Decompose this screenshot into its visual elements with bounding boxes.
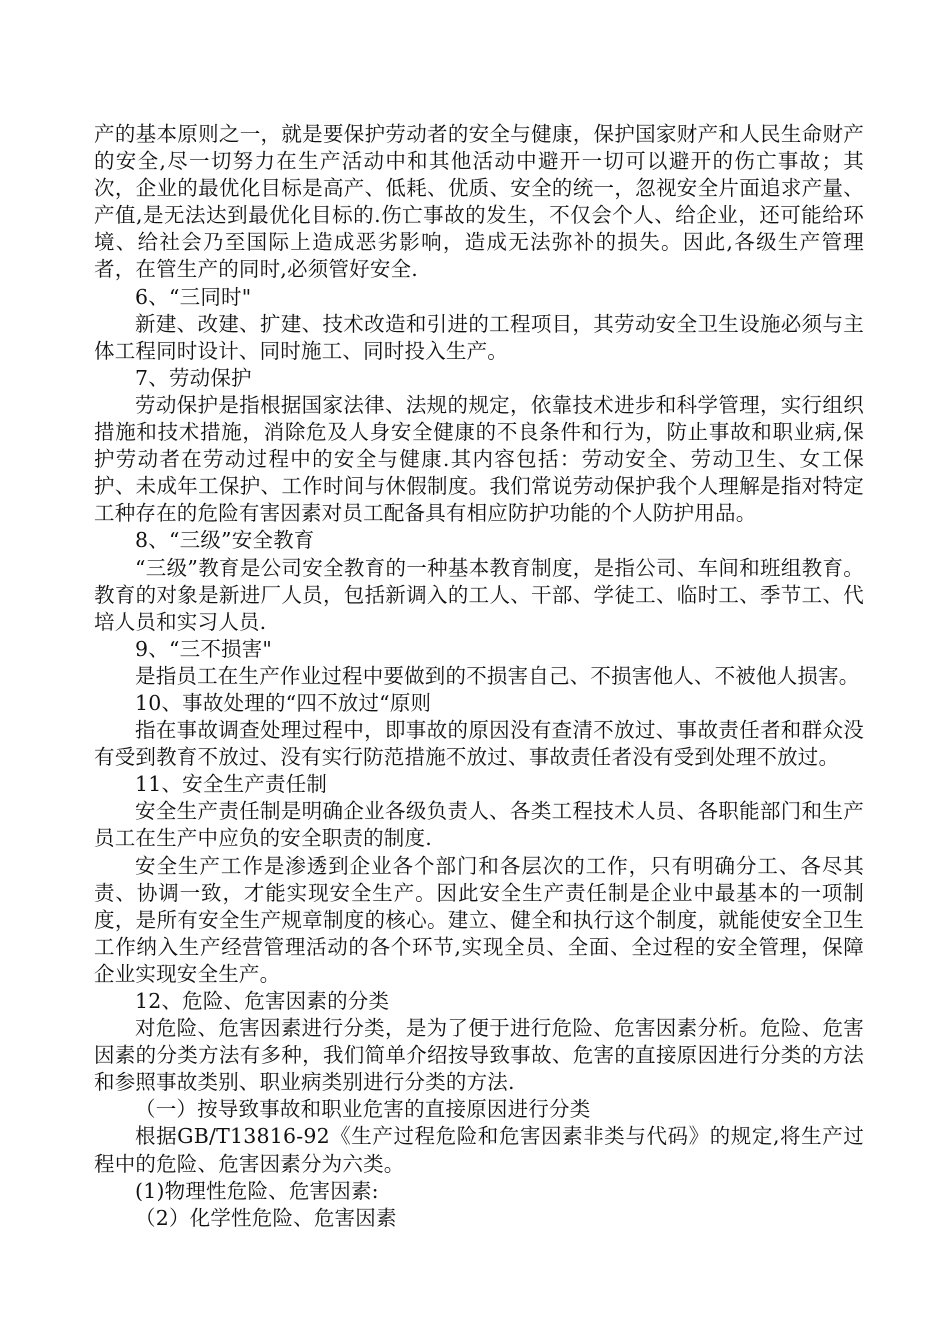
paragraph-three-level-education: “三级”教育是公司安全教育的一种基本教育制度，是指公司、车间和班组教育。教育的对象是新进厂人员，包括新调入的工人、干部、学徒工、临时工、季节工、代培人员和实习人员. xyxy=(94,555,864,634)
paragraph-three-simultaneous: 新建、改建、扩建、技术改造和引进的工程项目，其劳动安全卫生设施必须与主体工程同时设计、同时施工、同时投入生产。 xyxy=(94,311,864,363)
paragraph-hazard-classification: 对危险、危害因素进行分类，是为了便于进行危险、危害因素分析。危险、危害因素的分类方法有多种，我们简单介绍按导致事故、危害的直接原因进行分类的方法和参照事故类别、职业病类别进行分类的方法. xyxy=(94,1016,864,1095)
paragraph-safety-responsibility-definition: 安全生产责任制是明确企业各级负责人、各类工程技术人员、各职能部门和生产员工在生产中应负的安全职责的制度. xyxy=(94,799,864,851)
heading-four-no-let-go: 10、事故处理的“四不放过“原则 xyxy=(135,690,432,715)
paragraph-intro-continuation: 产的基本原则之一，就是要保护劳动者的安全与健康，保护国家财产和人民生命财产的安全,尽一切努力在生产活动中和其他活动中避开一切可以避开的伤亡事故；其次，企业的最优化目标是高产、低耗、优质、安全的统一，忽视安全片面追求产量、产值,是无法达到最优化目标的.伤亡事故的发生，不仅会个人、给企业，还可能给环境、给社会乃至国际上造成恶劣影响，造成无法弥补的损失。因此,各级生产管理者，在管生产的同时,必须管好安全. xyxy=(94,122,864,282)
paragraph-three-no-harm: 是指员工在生产作业过程中要做到的不损害自己、不损害他人、不被他人损害。 xyxy=(135,663,860,688)
heading-safety-responsibility: 11、安全生产责任制 xyxy=(135,772,328,797)
paragraph-safety-responsibility-detail: 安全生产工作是渗透到企业各个部门和各层次的工作，只有明确分工、各尽其责、协调一致，才能实现安全生产。因此安全生产责任制是企业中最基本的一项制度，是所有安全生产规章制度的核心。建立、健全和执行这个制度，就能使安全卫生工作纳入生产经营管理活动的各个环节,实现全员、全面、全过程的安全管理，保障企业实现安全生产。 xyxy=(94,853,864,986)
document-body xyxy=(94,121,864,1232)
paragraph-gb-standard: 根据GB/T13816-92《生产过程危险和危害因素非类与代码》的规定,将生产过程中的危险、危害因素分为六类。 xyxy=(94,1124,864,1176)
list-item-physical-hazards: (1)物理性危险、危害因素: xyxy=(135,1178,379,1203)
subheading-direct-cause-classification: （一）按导致事故和职业危害的直接原因进行分类 xyxy=(135,1097,591,1122)
heading-three-no-harm: 9、“三不损害" xyxy=(135,636,273,661)
paragraph-four-no-let-go: 指在事故调查处理过程中，即事故的原因没有查清不放过、事故责任者和群众没有受到教育不放过、没有实行防范措施不放过、事故责任者没有受到处理不放过。 xyxy=(94,718,864,770)
paragraph-labor-protection: 劳动保护是指根据国家法律、法规的规定，依靠技术进步和科学管理，实行组织措施和技术措施，消除危及人身安全健康的不良条件和行为，防止事故和职业病,保护劳动者在劳动过程中的安全与健康.其内容包括：劳动安全、劳动卫生、女工保护、未成年工保护、工作时间与休假制度。我们常说劳动保护我个人理解是指对特定工种存在的危险有害因素对员工配备具有相应防护功能的个人防护用品。 xyxy=(94,392,864,526)
heading-three-simultaneous: 6、“三同时" xyxy=(135,284,252,309)
heading-three-level-education: 8、“三级”安全教育 xyxy=(135,528,315,553)
list-item-chemical-hazards: （2）化学性危险、危害因素 xyxy=(135,1205,397,1230)
heading-hazard-classification: 12、危险、危害因素的分类 xyxy=(135,989,390,1013)
heading-labor-protection: 7、劳动保护 xyxy=(135,365,252,390)
